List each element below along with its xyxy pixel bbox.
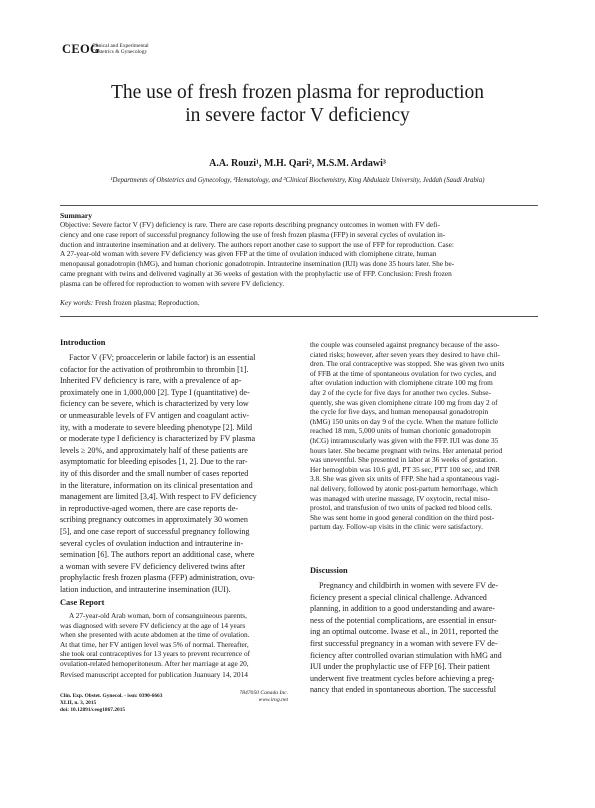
intro-line: Inherited FV deficiency is rare, with a prevalence of ap-	[60, 376, 242, 386]
intro-line: lation induction, and intrauterine insemination (IUI).	[60, 584, 231, 594]
article-title-line-2: in severe factor V deficiency	[185, 105, 410, 126]
case-cont-line: 3.8. She was given six units of FFP. She had a spontaneous vagi-	[310, 474, 500, 484]
discussion-line: nancy that ended in spontaneous abortion. The successful	[310, 685, 496, 695]
keywords-value: Fresh frozen plasma; Reproduction.	[93, 298, 200, 307]
case-cont-line: prostol, and transfusion of two units of packed red blood cells.	[310, 503, 493, 513]
publisher-url: www.irog.net	[258, 696, 288, 703]
discussion-line: ness of the potential complications, are essential in ensur-	[310, 615, 497, 625]
summary-top-rule	[60, 205, 538, 206]
case-cont-line: the cycle for five days, and human menopausal gonadotropin	[310, 407, 489, 417]
keywords-label: Key words:	[60, 298, 94, 307]
intro-line: scribing pregnancy outcomes in approximately 30 women	[60, 515, 248, 525]
citation-line: doi: 10.12891/ceog1867.2015	[60, 707, 126, 714]
intro-line: or moderate type I deficiency is characterized by FV plasma	[60, 434, 256, 444]
keywords	[60, 298, 200, 307]
discussion-line: ficiency present a special clinical challenge. Advanced	[310, 592, 487, 602]
case-cont-line: of FFB at the time of spontaneous ovulation for two cycles, and	[310, 368, 497, 378]
intro-line: ity of this disorder and the small number of cases reported	[60, 468, 249, 478]
case-cont-line: was uneventful. She presented in labor at 36 weeks of gestation.	[310, 455, 498, 465]
introduction-text	[60, 352, 290, 595]
case-cont-line: nal delivery, followed by atonic post-partum hemorrhage, which	[310, 483, 498, 493]
article-title-line-1: The use of fresh frozen plasma for reproduction	[110, 82, 485, 103]
citation-line: Clin. Exp. Obstet. Gynecol. - issn: 0390-6663	[60, 693, 163, 699]
discussion-line: ing an optimal outcome. Iwase et al., in 2011, reported the	[310, 627, 499, 637]
intro-line: management are limited [3,4]. With respect to FV deficiency	[60, 492, 257, 502]
discussion-heading: Discussion	[310, 566, 348, 575]
case-cont-line: the couple was counseled against pregnancy because of the asso-	[310, 340, 500, 349]
summary-line: came pregnant with twins and delivered vaginally at 36 weeks of gestation with the prophylactic use of FFP. Conclusion: Fresh frozen	[60, 268, 452, 278]
discussion-line: underwent five treatment cycles before achieving a preg-	[310, 673, 495, 683]
case-line: A 27-year-old Arab woman, born of consanguineous parents,	[69, 611, 247, 620]
citation-line: XLII, n. 3, 2015	[60, 700, 97, 707]
case-cont-line: was managed with uterine massage, IV oxytocin, rectal miso-	[310, 493, 490, 503]
summary-heading: Summary	[60, 211, 93, 220]
publisher-name: 7847050 Canada Inc.	[239, 690, 288, 696]
intro-line: ity, with a moderate to severe bleeding phenotype [2]. Mild	[60, 422, 253, 432]
discussion-line: ficiency after controlled ovarian stimulation with hMG and	[310, 650, 502, 660]
case-cont-line: (hCG) intramuscularly was given with the FFP. IUI was done 35	[310, 435, 499, 445]
case-cont-line: after ovulation induction with clomiphene citrate 100 mg from	[310, 378, 493, 388]
intro-line: proximately one in 1,000,000 [2]. Type I (quantitative) de-	[60, 387, 250, 397]
journal-citation	[60, 693, 162, 715]
intro-line: [5], and one case report of successful pregnancy following	[60, 526, 250, 536]
case-line: ovulation-related hemoperitoneum. After her marriage at age 20,	[60, 658, 249, 668]
footnote-rule	[60, 659, 106, 660]
discussion-line: Pregnancy and childbirth in women with severe FV de-	[319, 581, 499, 590]
summary-line: plasma can be offered for reproduction to women with severe FV deficiency.	[60, 278, 285, 288]
journal-logo: CEOG	[62, 42, 101, 56]
intro-line: levels ≥ 20%, and approximately half of these patients are	[60, 445, 248, 455]
case-cont-line: partum day. Follow-up visits in the clinic were satisfactory.	[310, 522, 483, 532]
intro-line: or unmeasurable levels of FV antigen and coagulant activ-	[60, 410, 250, 420]
case-cont-line: hours later. She became pregnant with twins. Her antenatal period	[310, 445, 503, 455]
case-cont-line: quently, she was given clomiphene citrate 100 mg from day 2 of	[310, 397, 498, 407]
summary-line: A 27-year-old woman with severe FV deficiency was given FFP at the time of ovulation induced with clomiphene citrate, human	[60, 249, 437, 259]
discussion-line: IUI under the prophylactic use of FFP [6]. Their patient	[310, 662, 490, 672]
case-cont-line: day 2 of the cycle for five days for another two cycles. Subse-	[310, 387, 491, 397]
discussion-line: planning, in addition to a good understanding and aware-	[310, 604, 495, 614]
discussion-text	[310, 580, 540, 696]
intro-line: Factor V (FV; proaccelerin or labile factor) is an essential	[69, 353, 256, 362]
case-cont-line: dren. The oral contraceptive was stopped. She was given two units	[310, 359, 505, 369]
journal-name-line-2: Obstetrics & Gynecology	[92, 49, 148, 56]
summary-line: duction and intrauterine insemination and at delivery. The authors report another case to support the use of FFP for reproduction. Case:	[60, 239, 454, 249]
revised-note: Revised manuscript accepted for publication Juanuary 14, 2014	[60, 670, 248, 679]
summary-line: menopausal gonadotropin (hMG), and human chorionic gonadotropin. Intrauterine insemination (IUI) was done 35 hours later. She be-	[60, 259, 455, 269]
case-line: At that time, her FV antigen level was 5% of normal. Thereafter,	[60, 639, 249, 649]
case-report-heading: Case Report	[60, 598, 105, 607]
journal-name-line-1: Clinical and Experimental	[92, 43, 149, 49]
intro-line: several cycles of ovulation induction and intrauterine in-	[60, 538, 244, 548]
intro-line: ficiency can be severe, which is characterized by very low	[60, 399, 249, 409]
intro-line: prophylactic fresh frozen plasma (FFP) administration, ovu-	[60, 573, 255, 583]
summary-text	[60, 220, 538, 289]
journal-name	[92, 43, 149, 55]
intro-line: in the literature, information on its clinical presentation and	[60, 480, 253, 490]
case-cont-line: ciated risks; however, after seven years they desired to have chil-	[310, 349, 500, 359]
affiliations: ¹Departments of Obstetrics and Gynecology, ²Hematology, and ³Clinical Biochemistry, King Abdulaziz University, Jeddah (Saudi Arabia)	[110, 177, 485, 184]
case-cont-line: (hMG) 150 units on day 9 of the cycle. When the mature follicle	[310, 416, 499, 426]
introduction-heading: Introduction	[60, 338, 106, 347]
article-title	[0, 81, 595, 127]
discussion-line: first successful pregnancy in a woman with severe FV de-	[310, 638, 498, 648]
case-cont-line: reached 18 mm, 5,000 units of human chorionic gonadotropin	[310, 426, 491, 436]
intro-line: semination [6]. The authors report an additional case, where	[60, 550, 255, 560]
case-line: when she presented with acute abdomen at the time of ovulation.	[60, 630, 250, 640]
case-cont-line: Her hemoglobin was 10.6 g/dl, PT 35 sec, PTT 100 sec, and INR	[310, 464, 500, 474]
intro-line: cofactor for the activation of prothrombin to thrombin [1].	[60, 364, 249, 374]
intro-line: in reproductive-aged women, there are case reports de-	[60, 503, 238, 513]
intro-line: a woman with severe FV deficiency delivered twins after	[60, 561, 246, 571]
summary-line: Objective: Severe factor V (FV) deficiency is rare. There are case reports describing pregnancy outcomes in women with FV defi-	[60, 220, 440, 229]
authors: A.A. Rouzi¹, M.H. Qari², M.S.M. Ardawi³	[209, 158, 386, 169]
intro-line: asymptomatic for bleeding episodes [1, 2]. Due to the rar-	[60, 457, 248, 467]
case-report-continued	[310, 340, 540, 532]
case-line: was diagnosed with severe FV deficiency at the age of 14 years	[60, 620, 246, 630]
case-line: she took oral contraceptives for 13 years to prevent recurrence of	[60, 649, 251, 659]
summary-bottom-rule	[60, 316, 538, 317]
summary-line: ciency and one case report of successful pregnancy following the use of fresh frozen plasma (FFP) in several cycles of ovulation in-	[60, 229, 446, 239]
case-cont-line: She was sent home in good general condition on the third post-	[310, 512, 495, 522]
publisher-info	[228, 690, 288, 704]
